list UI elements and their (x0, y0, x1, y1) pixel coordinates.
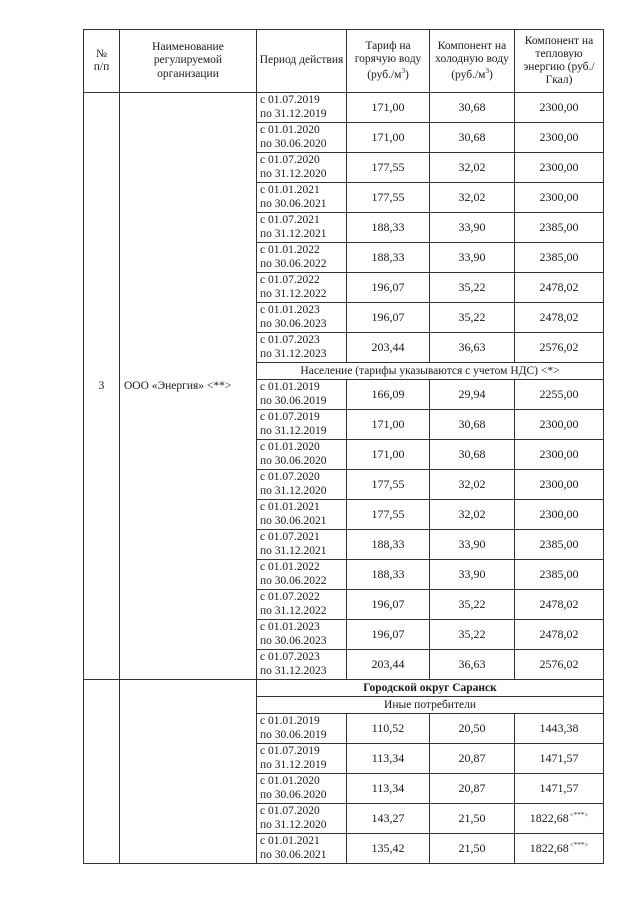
heat-amount: 2385,00 (539, 537, 579, 551)
heat-value (515, 774, 604, 804)
cold-value (430, 500, 515, 530)
period-cell (257, 410, 347, 440)
cold-amount: 20,87 (458, 781, 486, 795)
hot-amount: 196,07 (371, 280, 405, 294)
section-other-consumers-label: Иные потребители (257, 697, 604, 714)
hot-amount: 177,55 (371, 160, 405, 174)
hot-value (347, 650, 430, 680)
hot-value (347, 470, 430, 500)
period-to: по 30.06.2020 (260, 137, 327, 150)
hot-amount: 196,07 (371, 310, 405, 324)
period-from: с 01.07.2019 (260, 411, 320, 424)
period-cell (257, 213, 347, 243)
header-cold-water-component: Компонент на холодную воду $(руб./м^3)$ (430, 30, 515, 93)
period-from: с 01.07.2020 (260, 154, 320, 167)
hot-value (347, 834, 430, 864)
cold-value (430, 93, 515, 123)
period-from: с 01.01.2021 (260, 501, 320, 514)
period-from: с 01.07.2021 (260, 531, 320, 544)
hot-amount: 177,55 (371, 507, 405, 521)
heat-value (515, 744, 604, 774)
hot-value (347, 774, 430, 804)
period-from: с 01.07.2020 (260, 471, 320, 484)
cold-value (430, 303, 515, 333)
cold-amount: 35,22 (458, 280, 486, 294)
period-cell (257, 243, 347, 273)
period-to: по 30.06.2021 (260, 197, 327, 210)
cold-value (430, 213, 515, 243)
period-cell (257, 470, 347, 500)
cold-amount: 30,68 (458, 447, 486, 461)
hot-amount: 171,00 (371, 100, 405, 114)
cold-value (430, 470, 515, 500)
cold-amount: 32,02 (458, 160, 486, 174)
heat-amount: 1471,57 (539, 751, 579, 765)
hot-amount: 135,42 (371, 841, 405, 855)
section-district (84, 680, 604, 697)
cold-value (430, 123, 515, 153)
hot-amount: 110,52 (371, 721, 405, 735)
heat-amount: 2300,00 (539, 447, 579, 461)
hot-amount: 188,33 (371, 567, 405, 581)
period-to: по 30.06.2020 (260, 454, 327, 467)
period-from: с 01.01.2020 (260, 441, 320, 454)
org-energia-rows (84, 93, 604, 680)
hot-amount: 171,00 (371, 417, 405, 431)
cold-amount: 21,50 (458, 811, 486, 825)
heat-value (515, 440, 604, 470)
period-cell (257, 153, 347, 183)
heat-amount: 2385,00 (539, 250, 579, 264)
heat-amount: 2300,00 (539, 190, 579, 204)
cold-value (430, 744, 515, 774)
period-from: с 01.07.2022 (260, 591, 320, 604)
heat-amount: 2385,00 (539, 567, 579, 581)
hot-amount: 196,07 (371, 627, 405, 641)
period-cell (257, 744, 347, 774)
cold-amount: 30,68 (458, 417, 486, 431)
heat-amount: 2300,00 (539, 477, 579, 491)
period-from: с 01.07.2022 (260, 274, 320, 287)
period-from: с 01.07.2020 (260, 805, 320, 818)
period-from: с 01.07.2019 (260, 94, 320, 107)
heat-value (515, 560, 604, 590)
period-from: с 01.01.2019 (260, 381, 320, 394)
cold-amount: 36,63 (458, 340, 486, 354)
period-cell (257, 183, 347, 213)
period-from: с 01.07.2019 (260, 745, 320, 758)
cold-value (430, 273, 515, 303)
period-to: по 30.06.2021 (260, 848, 327, 861)
hot-amount: 203,44 (371, 657, 405, 671)
period-cell (257, 620, 347, 650)
heat-value (515, 333, 604, 363)
period-cell (257, 774, 347, 804)
cold-value (430, 590, 515, 620)
hot-amount: 166,09 (371, 387, 405, 401)
heat-value (515, 213, 604, 243)
table-row (84, 93, 604, 123)
hot-value (347, 500, 430, 530)
cold-amount: 33,90 (458, 537, 486, 551)
heat-amount: 1471,57 (539, 781, 579, 795)
heat-value (515, 530, 604, 560)
heat-value (515, 153, 604, 183)
period-to: по 31.12.2022 (260, 287, 327, 300)
heat-amount: 2300,00 (539, 507, 579, 521)
period-cell (257, 440, 347, 470)
period-cell (257, 714, 347, 744)
hot-value (347, 183, 430, 213)
cold-value (430, 650, 515, 680)
section-population-label: Население (тарифы указываются с учетом НДС) <*> (257, 363, 604, 380)
period-cell (257, 560, 347, 590)
hot-amount: 171,00 (371, 447, 405, 461)
heat-amount: 2385,00 (539, 220, 579, 234)
cold-value (430, 834, 515, 864)
period-cell (257, 93, 347, 123)
period-from: с 01.07.2021 (260, 214, 320, 227)
heat-value (515, 804, 604, 834)
hot-value (347, 380, 430, 410)
period-to: по 31.12.2022 (260, 604, 327, 617)
period-to: по 31.12.2020 (260, 484, 327, 497)
hot-value (347, 714, 430, 744)
heat-value (515, 714, 604, 744)
hot-value (347, 333, 430, 363)
header-heat-component: Компонент на тепловую энергию (руб./Гкал) (515, 30, 604, 93)
period-from: с 01.01.2020 (260, 775, 320, 788)
hot-value (347, 440, 430, 470)
heat-value (515, 834, 604, 864)
cold-amount: 20,87 (458, 751, 486, 765)
period-from: с 01.07.2023 (260, 334, 320, 347)
period-to: по 30.06.2023 (260, 634, 327, 647)
heat-amount: 2478,02 (539, 597, 579, 611)
period-cell (257, 273, 347, 303)
period-cell (257, 500, 347, 530)
period-to: по 31.12.2019 (260, 107, 327, 120)
period-from: с 01.01.2023 (260, 304, 320, 317)
hot-amount: 203,44 (371, 340, 405, 354)
period-cell (257, 530, 347, 560)
heat-amount: 2300,00 (539, 417, 579, 431)
header-number: № п/п (84, 30, 120, 93)
heat-value (515, 620, 604, 650)
hot-amount: 188,33 (371, 220, 405, 234)
cold-amount: 36,63 (458, 657, 486, 671)
heat-amount: 1822,68 (529, 811, 569, 825)
heat-value (515, 410, 604, 440)
period-to: по 31.12.2019 (260, 424, 327, 437)
cold-amount: 29,94 (458, 387, 486, 401)
heat-value (515, 273, 604, 303)
hot-value (347, 303, 430, 333)
heat-amount: 2300,00 (539, 100, 579, 114)
period-to: по 31.12.2023 (260, 664, 327, 677)
period-cell (257, 804, 347, 834)
period-to: по 31.12.2019 (260, 758, 327, 771)
hot-amount: 171,00 (371, 130, 405, 144)
heat-amount: 2478,02 (539, 627, 579, 641)
period-from: с 01.01.2019 (260, 715, 320, 728)
hot-value (347, 213, 430, 243)
cold-amount: 35,22 (458, 310, 486, 324)
cold-amount: 35,22 (458, 627, 486, 641)
cold-value (430, 153, 515, 183)
cold-amount: 30,68 (458, 130, 486, 144)
heat-amount: 2576,02 (539, 340, 579, 354)
heat-amount: 2255,00 (539, 387, 579, 401)
hot-value (347, 410, 430, 440)
cold-value (430, 440, 515, 470)
heat-value (515, 303, 604, 333)
hot-amount: 177,55 (371, 190, 405, 204)
cold-value (430, 243, 515, 273)
heat-value (515, 123, 604, 153)
cold-amount: 21,50 (458, 841, 486, 855)
hot-amount: 196,07 (371, 597, 405, 611)
hot-value (347, 273, 430, 303)
period-to: по 31.12.2023 (260, 347, 327, 360)
cold-amount: 33,90 (458, 220, 486, 234)
header-organization: Наименование регулируемой организации (120, 30, 257, 93)
cold-value (430, 804, 515, 834)
period-from: с 01.01.2021 (260, 184, 320, 197)
period-to: по 31.12.2020 (260, 818, 327, 831)
period-to: по 30.06.2021 (260, 514, 327, 527)
cold-amount: 32,02 (458, 507, 486, 521)
hot-value (347, 590, 430, 620)
heat-amount: 1822,68 (529, 841, 569, 855)
period-to: по 30.06.2019 (260, 394, 327, 407)
period-to: по 31.12.2021 (260, 544, 327, 557)
hot-amount: 143,27 (371, 811, 405, 825)
section-district-label: Городской округ Саранск (257, 680, 604, 697)
empty-number-cell (84, 680, 120, 864)
period-to: по 30.06.2022 (260, 574, 327, 587)
cold-value (430, 530, 515, 560)
heat-value (515, 500, 604, 530)
hot-value (347, 620, 430, 650)
cold-amount: 35,22 (458, 597, 486, 611)
period-cell (257, 380, 347, 410)
period-cell (257, 590, 347, 620)
cold-value (430, 333, 515, 363)
hot-value (347, 744, 430, 774)
hot-value (347, 153, 430, 183)
period-from: с 01.07.2023 (260, 651, 320, 664)
heat-value (515, 650, 604, 680)
period-to: по 31.12.2020 (260, 167, 327, 180)
period-to: по 30.06.2019 (260, 728, 327, 741)
hot-amount: 113,34 (371, 781, 405, 795)
heat-amount: 2478,02 (539, 280, 579, 294)
table-header-row (84, 30, 604, 93)
cold-amount: 20,50 (458, 721, 486, 735)
saransk-rows (84, 680, 604, 864)
cold-value (430, 774, 515, 804)
heat-amount: 2300,00 (539, 130, 579, 144)
cold-amount: 30,68 (458, 100, 486, 114)
period-cell (257, 123, 347, 153)
cold-value (430, 620, 515, 650)
footnote-mark: <***> (569, 841, 589, 849)
period-to: по 30.06.2022 (260, 257, 327, 270)
cold-value (430, 380, 515, 410)
hot-amount: 188,33 (371, 537, 405, 551)
heat-value (515, 470, 604, 500)
heat-amount: 2576,02 (539, 657, 579, 671)
cold-amount: 32,02 (458, 477, 486, 491)
hot-amount: 188,33 (371, 250, 405, 264)
hot-value (347, 243, 430, 273)
heat-amount: 1443,38 (539, 721, 579, 735)
period-from: с 01.01.2022 (260, 561, 320, 574)
heat-amount: 2478,02 (539, 310, 579, 324)
period-to: по 30.06.2020 (260, 788, 327, 801)
hot-value (347, 123, 430, 153)
tariff-table (83, 29, 604, 864)
header-period: Период действия (257, 30, 347, 93)
header-hot-water-tariff: Тариф на горячую воду $(руб./м^3)$ (347, 30, 430, 93)
row-number-cell: 3 (84, 93, 120, 680)
cold-value (430, 714, 515, 744)
period-from: с 01.01.2023 (260, 621, 320, 634)
cold-amount: 33,90 (458, 250, 486, 264)
hot-value (347, 560, 430, 590)
hot-value (347, 530, 430, 560)
cold-value (430, 183, 515, 213)
heat-value (515, 93, 604, 123)
heat-amount: 2300,00 (539, 160, 579, 174)
period-from: с 01.01.2020 (260, 124, 320, 137)
period-cell (257, 834, 347, 864)
period-to: по 31.12.2021 (260, 227, 327, 240)
cold-value (430, 410, 515, 440)
period-to: по 30.06.2023 (260, 317, 327, 330)
period-from: с 01.01.2021 (260, 835, 320, 848)
footnote-mark: <***> (569, 811, 589, 819)
heat-value (515, 243, 604, 273)
empty-organization-cell (120, 680, 257, 864)
hot-value (347, 804, 430, 834)
heat-value (515, 183, 604, 213)
hot-value (347, 93, 430, 123)
period-cell (257, 303, 347, 333)
cold-value (430, 560, 515, 590)
cold-amount: 32,02 (458, 190, 486, 204)
period-cell (257, 333, 347, 363)
period-cell (257, 650, 347, 680)
period-from: с 01.01.2022 (260, 244, 320, 257)
hot-amount: 113,34 (371, 751, 405, 765)
heat-value (515, 590, 604, 620)
heat-value (515, 380, 604, 410)
cold-amount: 33,90 (458, 567, 486, 581)
hot-amount: 177,55 (371, 477, 405, 491)
organization-name-cell: ООО «Энергия» <**> (120, 93, 257, 680)
